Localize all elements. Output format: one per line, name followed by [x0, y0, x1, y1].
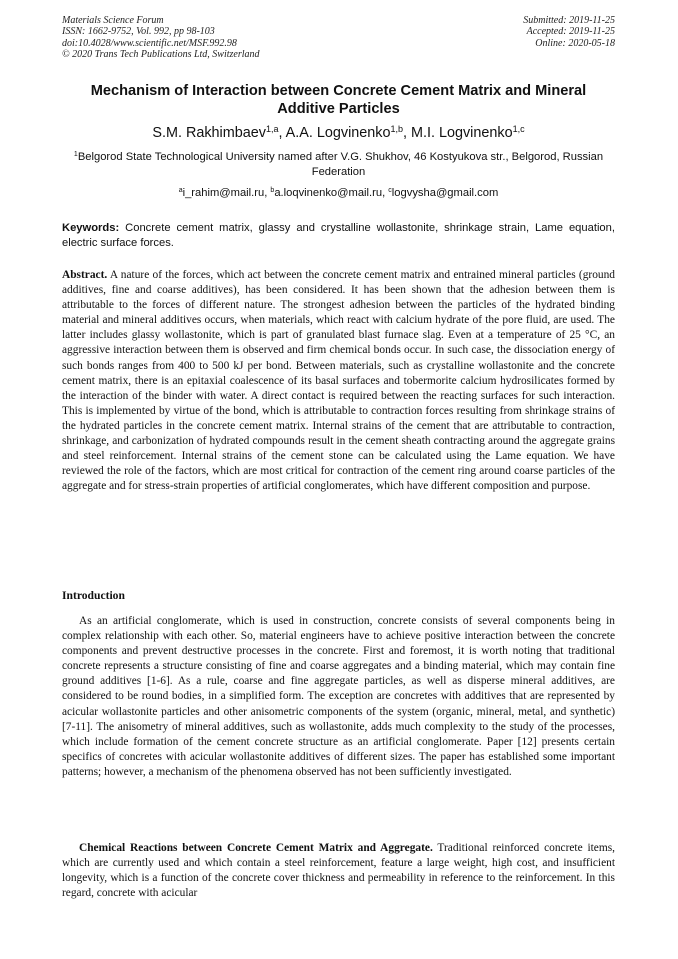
journal-info [62, 15, 260, 61]
email-sup: a [178, 187, 183, 194]
issn-line: ISSN: 1662-9752, Vol. 992, pp 98-103 [62, 26, 215, 38]
author-separator: , [278, 125, 286, 141]
author-name: M.I. Logvinenko [411, 125, 513, 141]
author-name: A.A. Logvinenko [285, 125, 391, 141]
accepted-date: Accepted: 2019-11-25 [526, 26, 615, 38]
abstract-text: A nature of the forces, which act between the concrete cement matrix and entrained mineral particles (ground additives, fine and coarse additives), has been considered. It has been shown that the adhesion between them is attributable to the forces of different nature. The strongest adhesion between the particles of the hydrated binding material and mineral additives occurs, when materials, which react with calcium hydrate of the pore fluid, are used. The latter includes glassy wollastonite, which is part of granulated blast furnace slag. Even at a temperature of 25 °C, an aggressive interaction between them is observed and firm chemical bonds occur. In such case, the dissociation energy of such bonds ranges from 400 to 500 kJ per bond. Between materials, such as crystalline wollastonite and the concrete cement matrix, there is an epitaxial coalescence of its basal surfaces and tobermorite calcium hydrosilicates formed by the interaction of the binder with water. A direct contact is required between the reacting surfaces for such interaction. This is implemented by virtue of the bond, which is attributable to contraction forces resulting from shrinkage strains of the hydrated particles in the concrete cement matrix. Internal strains of the cement that are attributable to contraction, shrinkage, and carbonization of hydrated compounds result in the cement sheath contracting around the aggregate grains and steel reinforcement. Internal strains of the cement stone can be calculated using the Lame equation. We have reviewed the role of the factors, which are most critical for contraction of the cement ring around coarse particles of the aggregate and for stress-strain properties of artificial conglomerates, which have different composition and purpose. [62, 269, 615, 493]
email-separator: , [264, 187, 271, 199]
introduction-paragraph: As an artificial conglomerate, which is used in construction, concrete consists of several components being in complex relationship with each other. So, material engineers have to achieve positive interaction between the concrete components and prevent destructive processes in the concrete. First and foremost, it is worth noting that traditional concrete represents a structure consisting of fine and coarse aggregates and a binding material, which may contain fine ground additives [1-6]. As a rule, coarse and fine aggregate particles, as well as disperse mineral additives, are considered to be round bodies, in a simplified form. The exception are concretes with additives that are represented by acicular wollastonite particles and other anisometric components of the system (organic, mineral, metal, and synthetic) [7-11]. The anisometry of mineral additives, such as wollastonite, adds much complexity to the study of the processes, which include formation of the cement concrete structure as an artificial conglomerate. Paper [12] presents certain specifics of concretes with acicular wollastonite additives of different sizes. The paper has established some important patterns; however, a mechanism of the phenomena observed has not been sufficiently investigated. [62, 615, 615, 778]
copyright-line: © 2020 Trans Tech Publications Ltd, Switzerland [62, 49, 260, 61]
keywords-section [62, 221, 615, 251]
paragraph-text: Traditional reinforced concrete items, which are currently used and which contain a steel reinforcement, feature a large weight, high cost, and insufficient longevity, which is a function of the concrete cover thickness and permeability in reference to the reinforcement. In this regard, concrete with acicular [62, 842, 615, 900]
author-separator: , [403, 125, 411, 141]
affiliation-sup: 1 [73, 151, 78, 158]
author-affil-sup: 1,a [265, 124, 279, 134]
abstract-label: Abstract. [62, 269, 108, 281]
section-heading-introduction: Introduction [62, 589, 125, 602]
submitted-date: Submitted: 2019-11-25 [523, 15, 615, 26]
author-name: S.M. Rakhimbaev [152, 125, 266, 141]
paper-title: Mechanism of Interaction between Concrete Cement Matrix and Mineral Additive Particles [90, 83, 587, 117]
keywords-label: Keywords: [62, 222, 120, 234]
email-address[interactable]: logvysha@gmail.com [391, 187, 499, 199]
author-affil-sup: 1,b [390, 124, 403, 134]
affiliation [62, 150, 615, 180]
chemical-reactions-paragraph [62, 841, 615, 901]
doi-line: doi:10.4028/www.scientific.net/MSF.992.98 [62, 37, 237, 49]
email-separator: , [382, 187, 389, 199]
online-date: Online: 2020-05-18 [535, 37, 615, 49]
submission-dates [523, 15, 615, 49]
email-address[interactable]: i_rahim@mail.ru [182, 187, 265, 199]
email-sup: b [270, 187, 275, 194]
keywords-text: Concrete cement matrix, glassy and crystalline wollastonite, shrinkage strain, Lame equation, electric surface forces. [62, 222, 615, 249]
author-affil-sup: 1,c [512, 124, 525, 134]
affiliation-text: Belgorod State Technological University named after V.G. Shukhov, 46 Kostyukova str., Belgorod, Russian Federation [77, 151, 604, 178]
abstract-section [62, 268, 615, 494]
email-sup: c [388, 187, 392, 194]
paragraph-lead-heading: Chemical Reactions between Concrete Cement Matrix and Aggregate. [79, 842, 433, 854]
email-list [62, 186, 615, 201]
email-address[interactable]: a.loqvinenko@mail.ru [274, 187, 383, 199]
author-list [62, 124, 615, 142]
journal-name: Materials Science Forum [62, 15, 164, 26]
